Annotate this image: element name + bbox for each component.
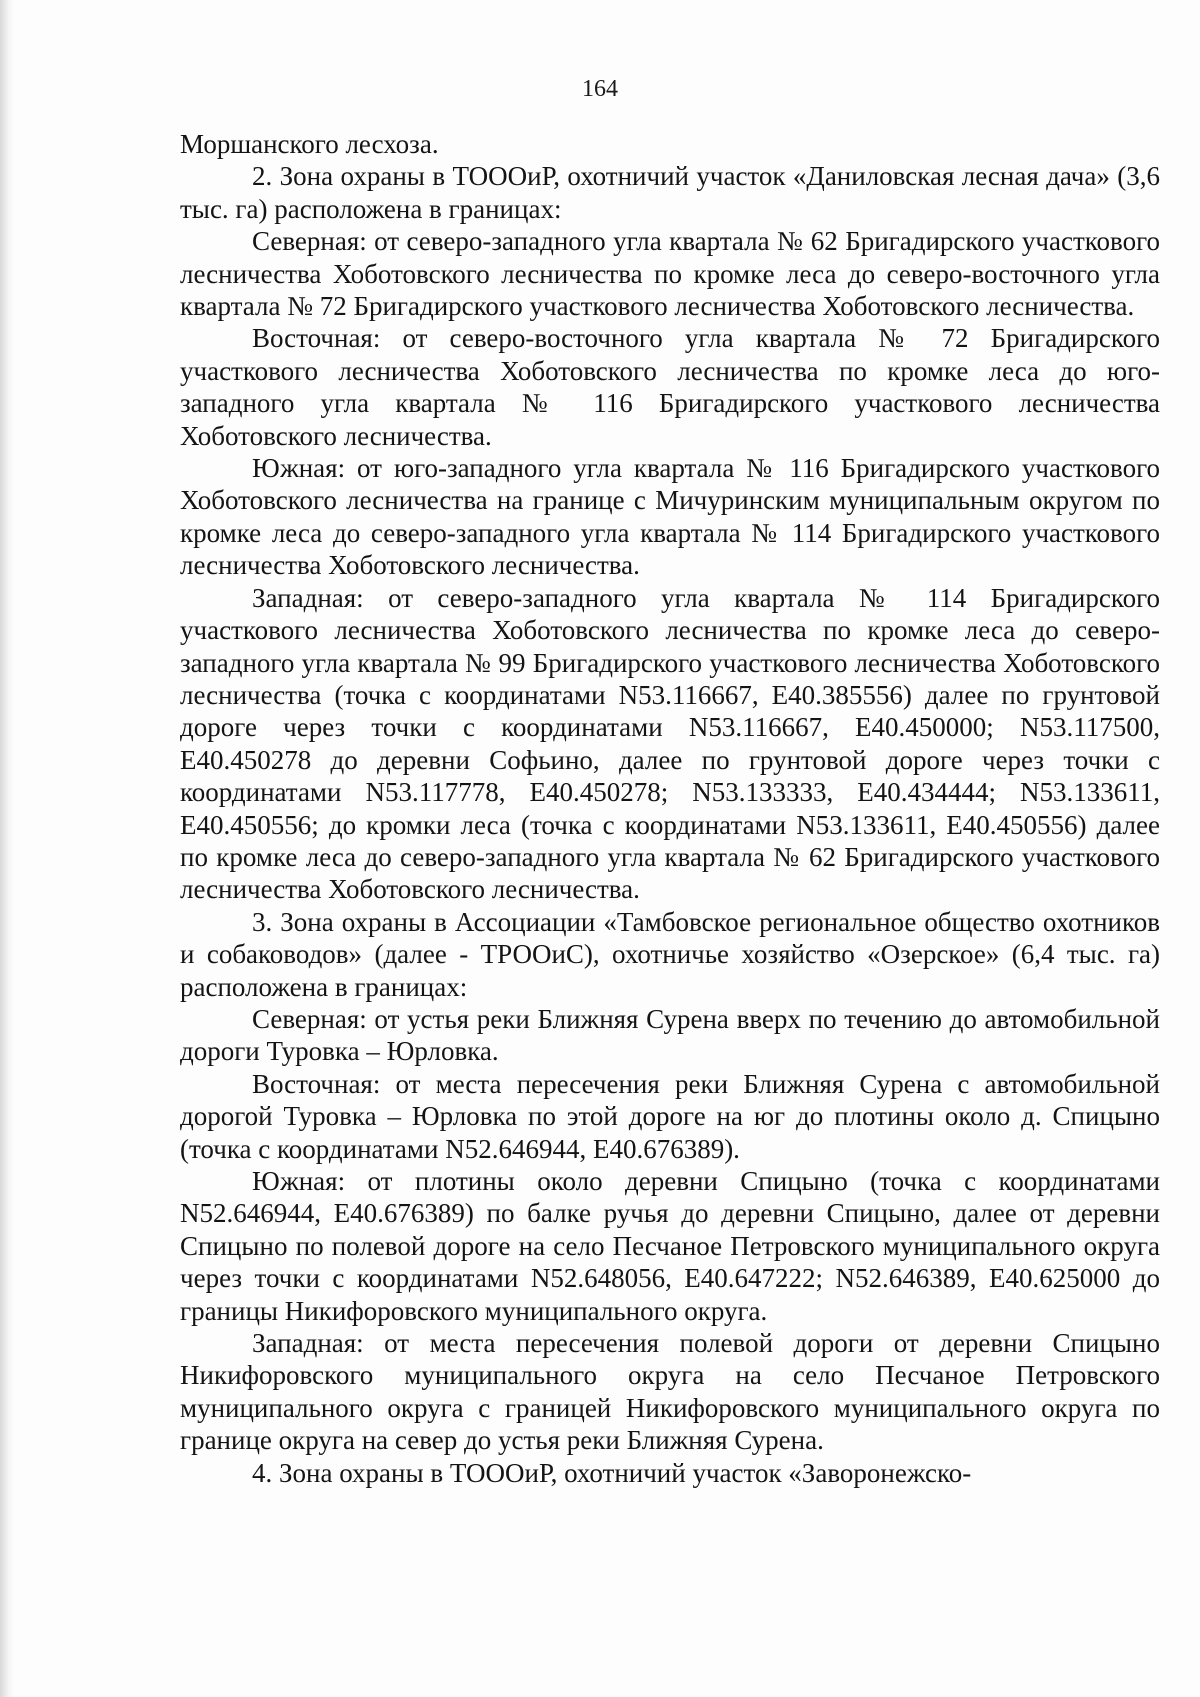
paragraph-zone-2-heading: 2. Зона охраны в ТОООиР, охотничий участок «Даниловская лесная дача» (3,6 тыс. га) расположена в границах: (180, 161, 1160, 224)
paragraph-zone-4-heading: 4. Зона охраны в ТОООиР, охотничий участок «Заворонежско- (252, 1457, 972, 1488)
paragraph-zone-3-heading: 3. Зона охраны в Ассоциации «Тамбовское региональное общество охотников и собаководов» (далее - ТРООиС), охотничье хозяйство «Озерское» (6,4 тыс. га) расположена в границах: (180, 906, 1160, 1002)
document-body (180, 128, 1160, 1489)
paragraph-continuation: Моршанского лесхоза. (180, 129, 439, 159)
scan-edge-shadow (0, 0, 14, 1697)
paragraph-zone-3-east: Восточная: от места пересечения реки Ближняя Сурена с автомобильной дорогой Туровка – Юрловка по этой дороге на юг до плотины около д. Спицыно (точка с координатами N52.646944, E40.676389). (180, 1068, 1160, 1164)
page-number: 164 (582, 76, 618, 102)
paragraph-zone-2-east: Восточная: от северо-восточного угла квартала № 72 Бригадирского участкового лесничества Хоботовского лесничества по кромке леса до юго-западного угла квартала № 116 Бригадирского участкового лесничества Хоботовского лесничества. (180, 323, 1160, 451)
paragraph-zone-2-west: Западная: от северо-западного угла квартала № 114 Бригадирского участкового лесничества Хоботовского лесничества по кромке леса до северо-западного угла квартала № 99 Бригадирского участкового лесничества Хоботовского лесничества (точка с координатами N53.116667, E40.385556) далее по грунтовой дороге через точки с координатами N53.116667, E40.450000; N53.117500, E40.450278 до деревни Софьино, далее по грунтовой дороге через точки с координатами N53.117778, E40.450278; N53.133333, E40.434444; N53.133611, E40.450556; до кромки леса (точка с координатами N53.133611, E40.450556) далее по кромке леса до северо-западного угла квартала № 62 Бригадирского участкового лесничества Хоботовского лесничества. (180, 582, 1160, 905)
paragraph-zone-3-south: Южная: от плотины около деревни Спицыно (точка с координатами N52.646944, E40.676389) по балке ручья до деревни Спицыно, далее от деревни Спицыно по полевой дороге на село Песчаное Петровского муниципального округа через точки с координатами N52.648056, E40.647222; N52.646389, E40.625000 до границы Никифоровского муниципального округа. (180, 1166, 1160, 1326)
paragraph-zone-3-west: Западная: от места пересечения полевой дороги от деревни Спицыно Никифоровского муниципального округа на село Песчаное Петровского муниципального округа с границей Никифоровского муниципального округа по границе округа на север до устья реки Ближняя Сурена. (180, 1328, 1160, 1456)
paragraph-zone-2-south: Южная: от юго-западного угла квартала № 116 Бригадирского участкового Хоботовского лесничества на границе с Мичуринским муниципальным округом по кромке леса до северо-западного угла квартала № 114 Бригадирского участкового лесничества Хоботовского лесничества. (180, 453, 1160, 581)
paragraph-zone-3-north: Северная: от устья реки Ближняя Сурена вверх по течению до автомобильной дороги Туровка – Юрловка. (180, 1003, 1160, 1067)
paragraph-zone-2-north: Северная: от северо-западного угла квартала № 62 Бригадирского участкового лесничества Хоботовского лесничества по кромке леса до северо-восточного угла квартала № 72 Бригадирского участкового лесничества Хоботовского лесничества. (180, 226, 1160, 322)
